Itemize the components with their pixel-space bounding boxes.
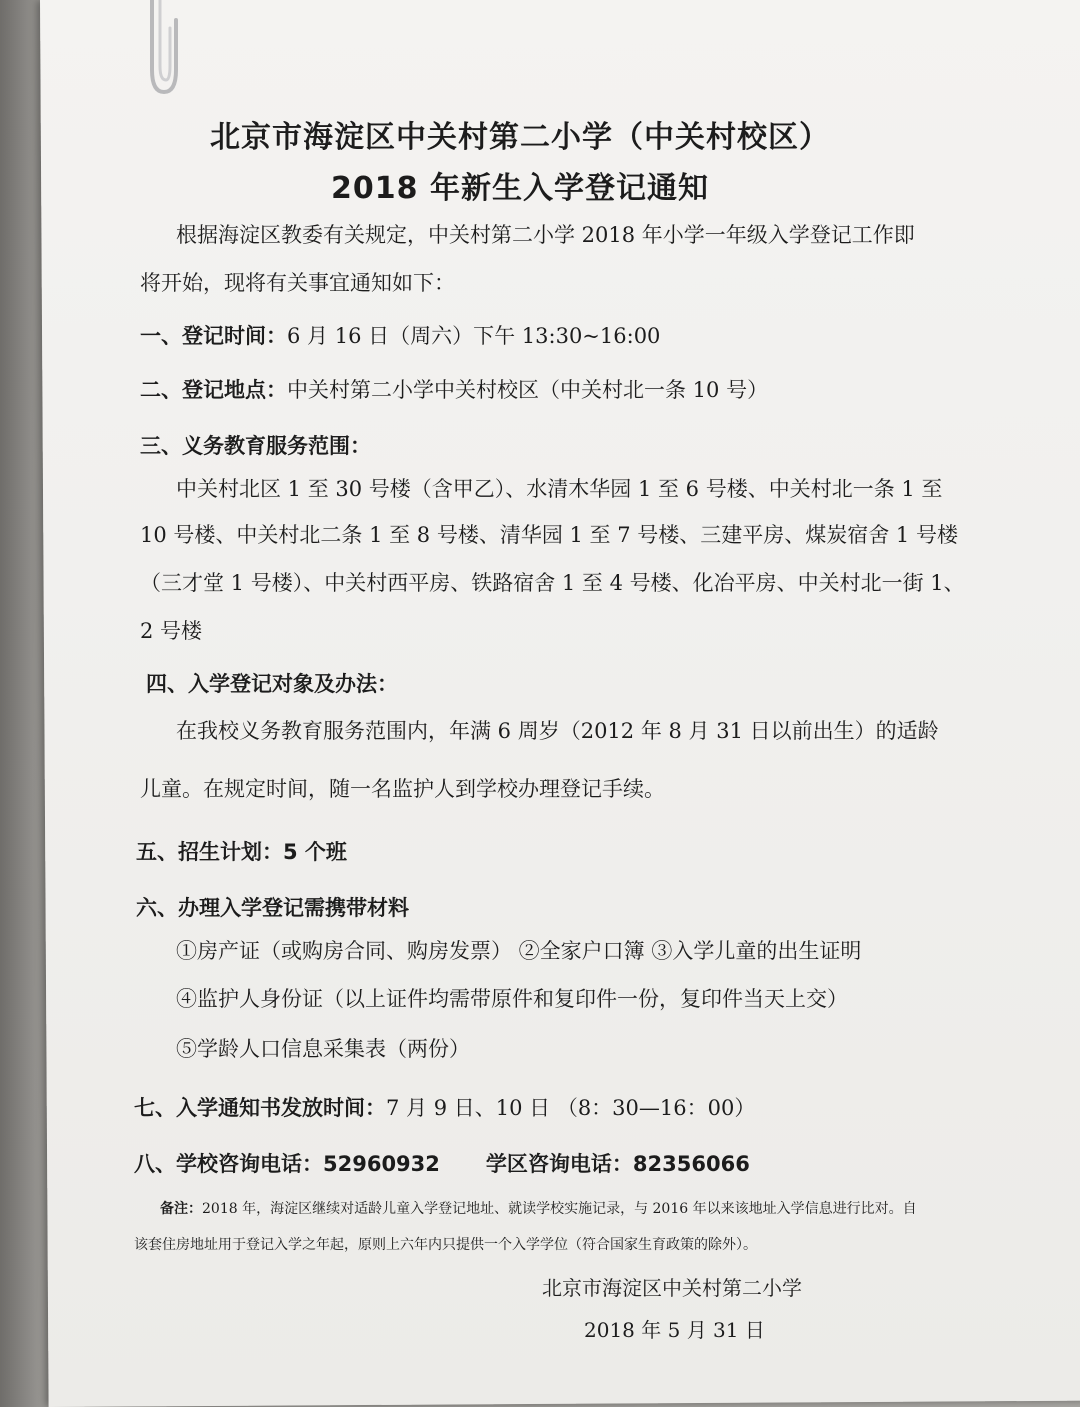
section-text: 6 月 16 日（周六）下午 13:30~16:00: [287, 324, 661, 348]
section-service-area: [140, 430, 371, 460]
materials-line-1: ①房产证（或购房合同、购房发票） ②全家户口簿 ③入学儿童的出生证明: [176, 939, 862, 963]
district-phone: 82356066: [632, 1152, 750, 1176]
section-label: 六、办理入学登记需携带材料: [136, 896, 409, 920]
service-area-line-1: 中关村北区 1 至 30 号楼（含甲乙）、水清木华园 1 至 6 号楼、中关村北一条 1 至: [176, 477, 943, 501]
district-phone-label: 学区咨询电话：: [485, 1152, 633, 1176]
section-enrollment-plan: [136, 836, 347, 866]
service-area-line-3: （三才堂 1 号楼）、中关村西平房、铁路宿舍 1 至 4 号楼、化冶平房、中关村北一街 1、: [140, 571, 965, 595]
section-label: 七、入学通知书发放时间：: [134, 1096, 386, 1120]
remark-label: 备注：: [160, 1201, 202, 1217]
section-label: 五、招生计划：5 个班: [136, 840, 347, 864]
section-text: 7 月 9 日、10 日 （8：30—16：00）: [386, 1096, 756, 1120]
remark-line-2: 该套住房地址用于登记入学之年起，原则上六年内只提供一个入学学位（符合国家生育政策的除外）。: [134, 1237, 757, 1253]
section-label: 二、登记地点：: [140, 378, 287, 402]
targets-line-2: 儿童。在规定时间，随一名监护人到学校办理登记手续。: [140, 777, 665, 801]
service-area-line-4: 2 号楼: [140, 619, 203, 643]
section-contact-phones: [134, 1148, 750, 1178]
notice-subtitle: 2018 年新生入学登记通知: [331, 171, 709, 206]
intro-line-1: 根据海淀区教委有关规定，中关村第二小学 2018 年小学一年级入学登记工作即: [176, 223, 915, 247]
school-phone: 52960932: [323, 1152, 440, 1176]
section-label: 一、登记时间：: [140, 324, 287, 348]
remark-line-1: [160, 1192, 917, 1227]
section-registration-time: [140, 320, 660, 350]
section-required-materials: [136, 892, 409, 922]
notice-title: 北京市海淀区中关村第二小学（中关村校区）: [210, 120, 830, 155]
signature-organization: 北京市海淀区中关村第二小学: [542, 1276, 802, 1300]
intro-line-2: 将开始，现将有关事宜通知如下：: [140, 271, 455, 295]
materials-line-3: ⑤学龄人口信息采集表（两份）: [176, 1037, 470, 1061]
section-text: 中关村第二小学中关村校区（中关村北一条 10 号）: [287, 378, 769, 402]
section-registration-place: [140, 374, 768, 404]
section-label: 八、学校咨询电话：: [134, 1152, 323, 1176]
section-label: 三、义务教育服务范围：: [140, 434, 371, 458]
remark-text: 2018 年，海淀区继续对适龄儿童入学登记地址、就读学校实施记录，与 2016 年以来该地址入学信息进行比对。自: [202, 1201, 917, 1217]
signature-date: 2018 年 5 月 31 日: [584, 1318, 765, 1342]
targets-line-1: 在我校义务教育服务范围内，年满 6 周岁（2012 年 8 月 31 日以前出生）的适龄: [176, 719, 939, 743]
materials-line-2: ④监护人身份证（以上证件均需带原件和复印件一份，复印件当天上交）: [176, 987, 848, 1011]
section-label: 四、入学登记对象及办法：: [146, 672, 398, 696]
section-notice-issue-time: [134, 1092, 755, 1122]
section-registration-targets: [146, 668, 398, 698]
service-area-line-2: 10 号楼、中关村北二条 1 至 8 号楼、清华园 1 至 7 号楼、三建平房、煤炭宿舍 1 号楼: [140, 523, 958, 547]
